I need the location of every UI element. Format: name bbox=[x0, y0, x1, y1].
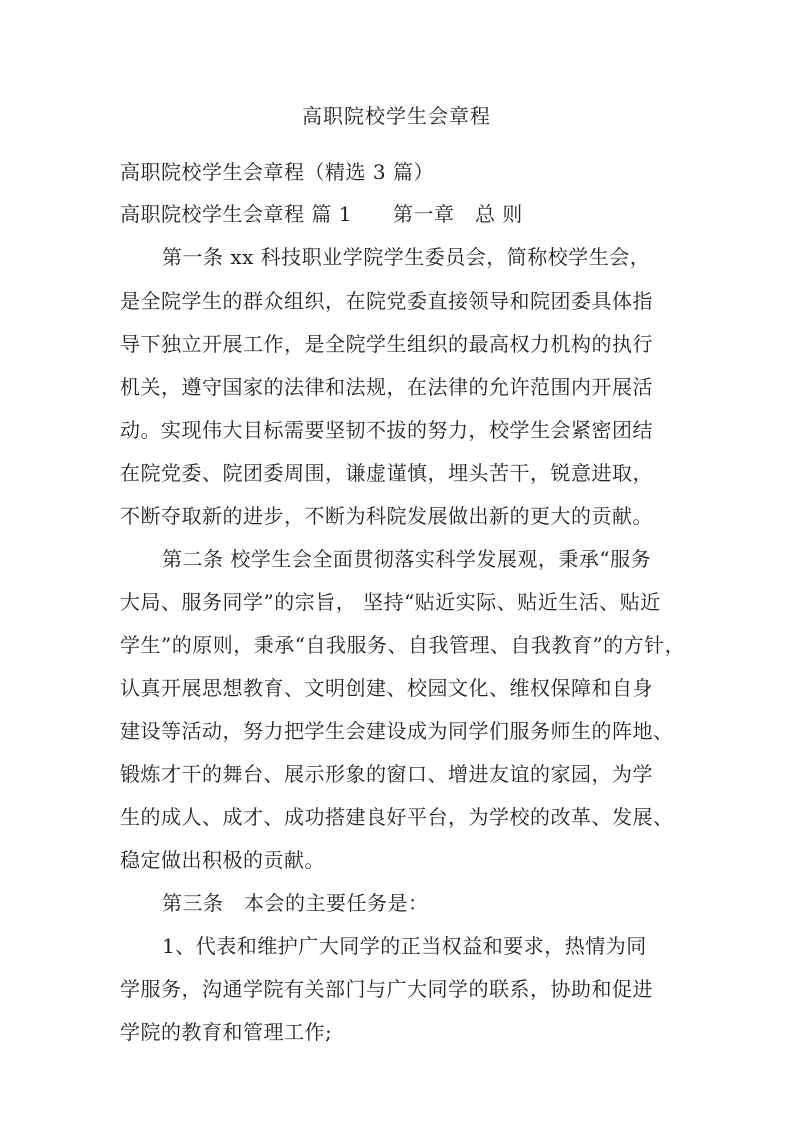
document-title: 高职院校学生会章程 bbox=[302, 104, 491, 128]
article-1-line-2: 是全院学生的群众组织，在院党委直接领导和院团委具体指 bbox=[120, 289, 653, 313]
article-2-line-1: 第二条 校学生会全面贯彻落实科学发展观，秉承“服务 bbox=[162, 547, 652, 571]
article-1-line-6: 在院党委、院团委周围，谦虚谨慎，埋头苦干，锐意进取， bbox=[120, 461, 653, 485]
article-2-line-4: 认真开展思想教育、文明创建、校园文化、维权保障和自身 bbox=[120, 676, 653, 700]
task-1-line-3: 学院的教育和管理工作; bbox=[120, 1020, 333, 1044]
article-2-line-7: 生的成人、成才、成功搭建良好平台，为学校的改革、发展、 bbox=[120, 805, 674, 829]
article-2-line-8: 稳定做出积极的贡献。 bbox=[120, 848, 325, 872]
task-1-line-2: 学服务，沟通学院有关部门与广大同学的联系，协助和促进 bbox=[120, 977, 653, 1001]
article-1-line-5: 动。实现伟大目标需要坚韧不拔的努力，校学生会紧密团结 bbox=[120, 418, 653, 442]
article-1-line-3: 导下独立开展工作，是全院学生组织的最高权力机构的执行 bbox=[120, 332, 653, 356]
subtitle-line: 高职院校学生会章程（精选 3 篇） bbox=[120, 160, 434, 184]
article-2-line-5: 建设等活动，努力把学生会建设成为同学们服务师生的阵地、 bbox=[120, 719, 674, 743]
article-2-line-3: 学生”的原则，秉承“自我服务、自我管理、自我教育”的方针， bbox=[120, 633, 686, 657]
chapter-heading-line: 高职院校学生会章程 篇 1 第一章 总 则 bbox=[120, 202, 523, 226]
article-3-heading: 第三条 本会的主要任务是： bbox=[162, 891, 429, 915]
article-2-line-6: 锻炼才干的舞台、展示形象的窗口、增进友谊的家园，为学 bbox=[120, 762, 653, 786]
article-1-line-4: 机关，遵守国家的法律和法规，在法律的允许范围内开展活 bbox=[120, 375, 653, 399]
task-1-line-1: 1、代表和维护广大同学的正当权益和要求，热情为同 bbox=[162, 934, 647, 958]
article-1-line-1: 第一条 xx 科技职业学院学生委员会，简称校学生会， bbox=[162, 245, 651, 269]
article-1-line-7: 不断夺取新的进步，不断为科院发展做出新的更大的贡献。 bbox=[120, 504, 653, 528]
article-2-line-2: 大局、服务同学”的宗旨， 坚持“贴近实际、贴近生活、贴近 bbox=[120, 590, 661, 614]
